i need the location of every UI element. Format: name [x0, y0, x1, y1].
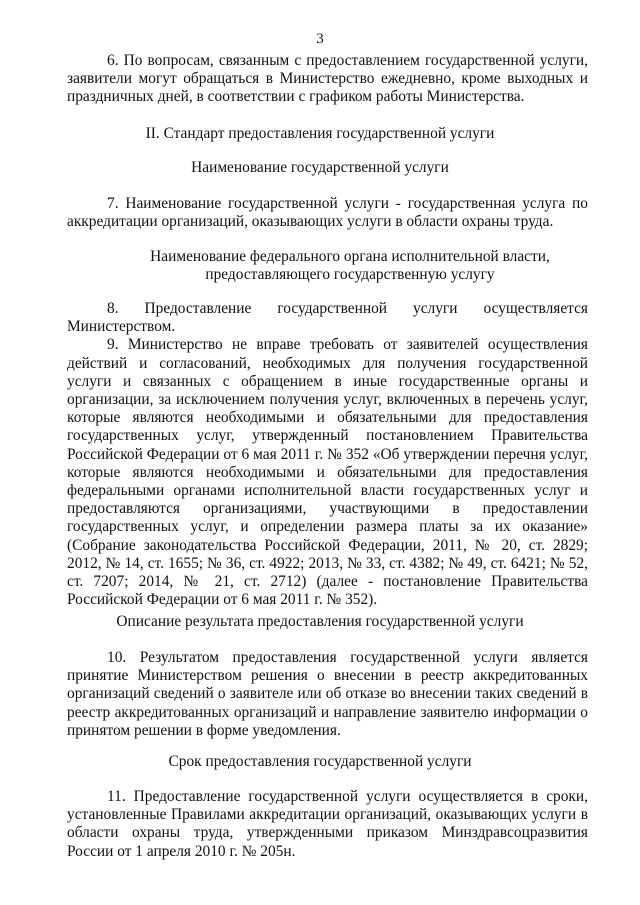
paragraph-6-block: [67, 52, 588, 107]
page-number: 3: [316, 31, 324, 47]
paragraph-10: 10. Результатом предоставления государственной услуги является принятие Министерством решения о внесении в реестр аккредитованных организаций сведений о заявителе или об отказе во внесении таких сведений в реестр аккредитованных организаций и направление заявителю информации о принятом решении в форме уведомления.: [67, 649, 588, 739]
section-title: II. Стандарт предоставления государственной услуги: [145, 125, 495, 142]
paragraph-9: 9. Министерство не вправе требовать от заявителей осуществления действий и согласований, необходимых для получения государственной услуги и связанных с обращением в иные государственные органы и организации, за исключением получения услуг, включенных в перечень услуг, которые являются необходимыми и обязательными для предоставления государственных услуг, утвержденный постановлением Правительства Российской Федерации от 6 мая 2011 г. № 352 «Об утверждении перечня услуг, которые являются необходимыми и обязательными для предоставления федеральными органами исполнительной власти государственных услуг и предоставляются организациями, участвующими в предоставлении государственных услуг, и определении размера платы за их оказание» (Собрание законодательства Российской Федерации, 2011, № 20, ст. 2829; 2012, № 14, ст. 1655; № 36, ст. 4922; 2013, № 33, ст. 4382; № 49, ст. 6421; № 52, ст. 7207; 2014, № 21, ст. 2712) (далее - постановление Правительства Российской Федерации от 6 мая 2011 г. № 352).: [67, 336, 588, 609]
paragraph-11: 11. Предоставление государственной услуги осуществляется в сроки, установленные Правилами аккредитации организаций, оказывающих услуги в области охраны труда, утвержденными приказом Минздравсоцразвития России от 1 апреля 2010 г. № 205н.: [67, 788, 588, 860]
paragraph-7-block: [67, 195, 588, 231]
paragraph-7: 7. Наименование государственной услуги - государственная услуга по аккредитации организаций, оказывающих услуги в области охраны труда.: [67, 195, 588, 231]
heading-federal-organ-line-2: предоставляющего государственную услугу: [205, 266, 495, 283]
paragraph-6: 6. По вопросам, связанным с предоставлением государственной услуги, заявители могут обращаться в Министерство ежедневно, кроме выходных и праздничных дней, в соответствии с графиком работы Министерства.: [67, 52, 588, 106]
heading-service-name: Наименование государственной услуги: [191, 159, 449, 176]
paragraph-11-block: [67, 788, 588, 861]
paragraph-8: 8. Предоставление государственной услуги осуществляется Министерством.: [67, 300, 588, 336]
heading-result-description: Описание результата предоставления государственной услуги: [116, 613, 524, 630]
heading-service-term: Срок предоставления государственной услуги: [168, 753, 472, 770]
heading-federal-organ-line-1: Наименование федерального органа исполнительной власти,: [150, 248, 550, 265]
paragraph-10-block: [67, 649, 588, 740]
paragraphs-8-9-block: [67, 300, 588, 609]
